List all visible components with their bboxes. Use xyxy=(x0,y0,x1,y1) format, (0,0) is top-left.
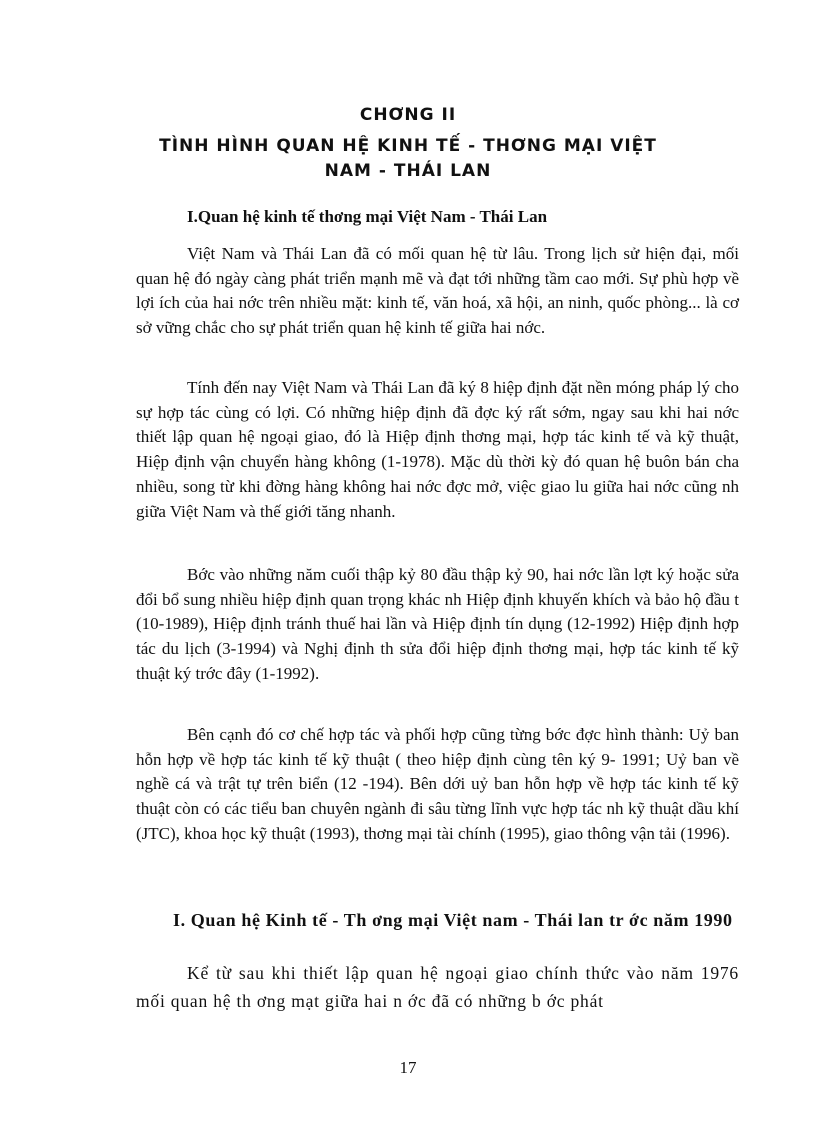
subsection-heading: I. Quan hệ Kinh tế - Th ơng mại Việt nam - Thái lan tr ớc năm 1990 xyxy=(173,910,733,930)
section-heading: I.Quan hệ kinh tế thơng mại Việt Nam - Thái Lan xyxy=(187,207,548,226)
chapter-number: CHƠNG II xyxy=(359,105,457,125)
paragraph-3: Bớc vào những năm cuối thập kỷ 80 đầu thập kỷ 90, hai nớc lần lợt ký hoặc sửa đổi bổ sung nhiều hiệp định quan trọng khác nh Hiệp định khuyến khích và bảo hộ đầu t (10-1989), Hiệp định tránh thuế hai lần và Hiệp định tín dụng (12-1992) Hiệp định hợp tác du lịch (3-1994) và Nghị định th sửa đổi hiệp định thơng mại, hợp tác kinh tế kỹ thuật ký trớc đây (1-1992). xyxy=(136,565,739,683)
subsection-paragraph: Kể từ sau khi thiết lập quan hệ ngoại giao chính thức vào năm 1976 mối quan hệ th ơng mạt giữa hai n ớc đã có những b ớc phát xyxy=(136,963,739,1011)
chapter-title-line-1: TÌNH HÌNH QUAN HỆ KINH TẾ - THƠNG MẠI VIỆT xyxy=(159,136,657,156)
chapter-title-line-2: NAM - THÁI LAN xyxy=(324,161,492,181)
paragraph-2: Tính đến nay Việt Nam và Thái Lan đã ký 8 hiệp định đặt nền móng pháp lý cho sự hợp tác cùng có lợi. Có những hiệp định đã đợc ký rất sớm, ngay sau khi hai nớc thiết lập quan hệ ngoại giao, đó là Hiệp định thơng mại, hợp tác kinh tế và kỹ thuật, Hiệp định vận chuyển hàng không (1-1978). Mặc dù thời kỳ đó quan hệ buôn bán cha nhiều, song từ khi đờng hàng không hai nớc đợc mở, việc giao lu giữa hai nớc cũng nh giữa Việt Nam và thế giới tăng nhanh. xyxy=(136,378,739,521)
paragraph-4: Bên cạnh đó cơ chế hợp tác và phối hợp cũng từng bớc đợc hình thành: Uỷ ban hỗn hợp về hợp tác kinh tế kỹ thuật ( theo hiệp định cùng tên ký 9- 1991; Uỷ ban về nghề cá và trật tự trên biển (12 -194). Bên dới uỷ ban hỗn hợp về hợp tác kinh tế kỹ thuật còn có các tiểu ban chuyên ngành đi sâu từng lĩnh vực hợp tác nh kỹ thuật dầu khí (JTC), khoa học kỹ thuật (1993), thơng mại tài chính (1995), giao thông vận tải (1996). xyxy=(136,725,739,843)
paragraph-1: Việt Nam và Thái Lan đã có mối quan hệ từ lâu. Trong lịch sử hiện đại, mối quan hệ đó ngày càng phát triển mạnh mẽ và đạt tới những tầm cao mới. Sự phù hợp về lợi ích của hai nớc trên nhiều mặt: kinh tế, văn hoá, xã hội, an ninh, quốc phòng... là cơ sở vững chắc cho sự phát triển quan hệ kinh tế giữa hai nớc. xyxy=(136,244,739,338)
page-number: 17 xyxy=(399,1058,417,1077)
